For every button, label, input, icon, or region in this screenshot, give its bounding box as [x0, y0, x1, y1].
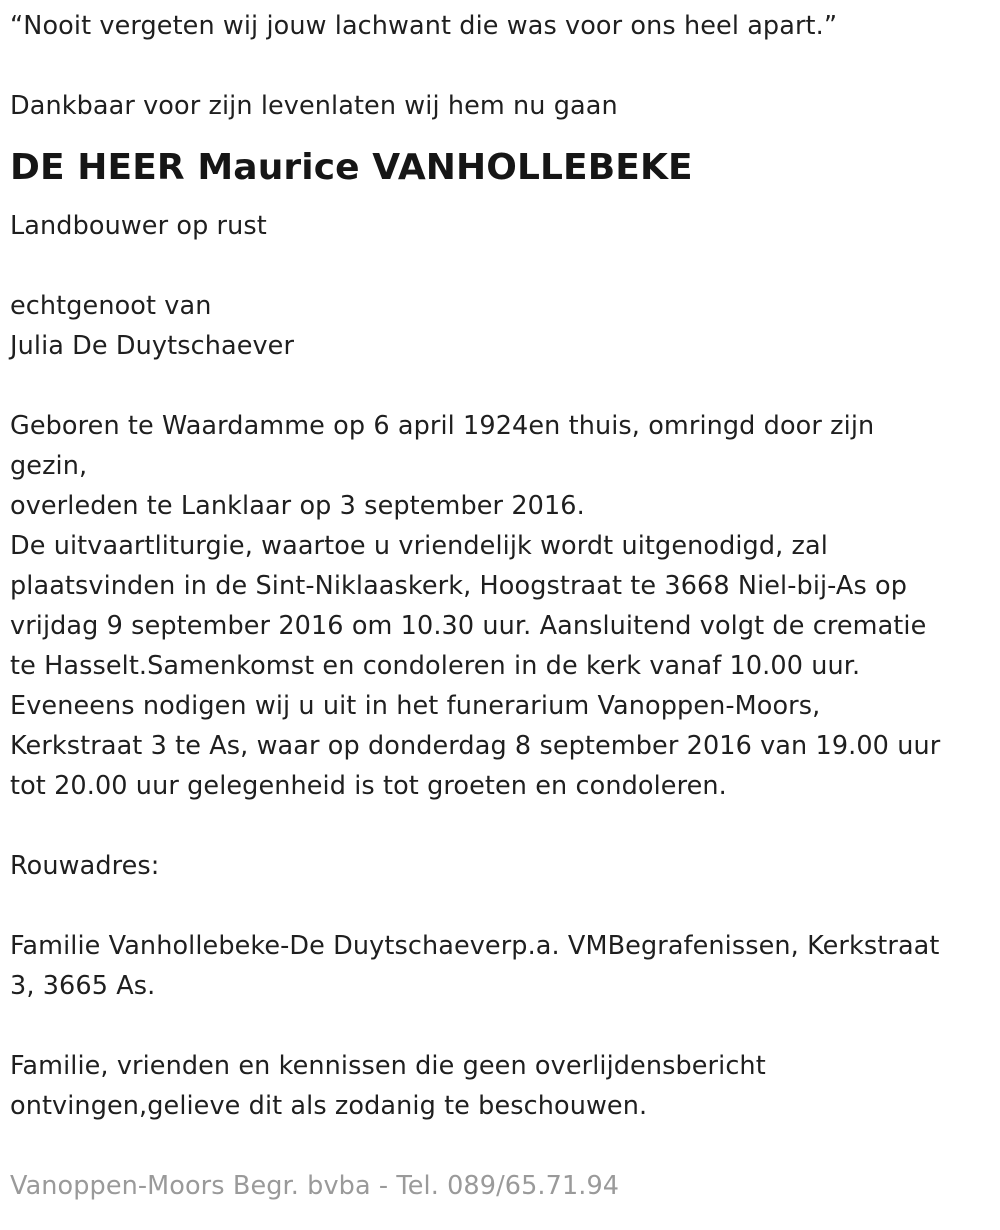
notice-line-2: ontvingen,gelieve dit als zodanig te beschouwen.: [10, 1091, 648, 1121]
gratitude-line: Dankbaar voor zijn levenlaten wij hem nu gaan: [10, 91, 618, 121]
liturgy-line-1: De uitvaartliturgie, waartoe u vriendelijk wordt uitgenodigd, zal: [10, 531, 828, 561]
notice-line-1: Familie, vrienden en kennissen die geen overlijdensbericht: [10, 1051, 766, 1081]
spacer: [10, 246, 985, 286]
address-line-2: 3, 3665 As.: [10, 971, 156, 1001]
liturgy-line-3: vrijdag 9 september 2016 om 10.30 uur. Aansluitend volgt de crematie: [10, 611, 927, 641]
obituary-document: [10, 6, 985, 1206]
spacer: [10, 46, 985, 86]
died-line: overleden te Lanklaar op 3 september 2016.: [10, 491, 585, 521]
address-label: Rouwadres:: [10, 851, 160, 881]
visit-line-2: Kerkstraat 3 te As, waar op donderdag 8 september 2016 van 19.00 uur: [10, 731, 941, 761]
liturgy-line-4: te Hasselt.Samenkomst en condoleren in de kerk vanaf 10.00 uur.: [10, 651, 861, 681]
deceased-name: DE HEER Maurice VANHOLLEBEKE: [10, 147, 693, 188]
funeral-home-footer: Vanoppen-Moors Begr. bvba - Tel. 089/65.71.94: [10, 1171, 620, 1201]
visit-line-1: Eveneens nodigen wij u uit in het funerarium Vanoppen-Moors,: [10, 691, 821, 721]
liturgy-line-2: plaatsvinden in de Sint-Niklaaskerk, Hoogstraat te 3668 Niel-bij-As op: [10, 571, 908, 601]
address-line-1: Familie Vanhollebeke-De Duytschaeverp.a. VMBegrafenissen, Kerkstraat: [10, 931, 940, 961]
spacer: [10, 806, 985, 846]
spacer: [10, 886, 985, 926]
spacer: [10, 366, 985, 406]
spacer: [10, 1006, 985, 1046]
deceased-occupation: Landbouwer op rust: [10, 211, 267, 241]
visit-line-3: tot 20.00 uur gelegenheid is tot groeten en condoleren.: [10, 771, 727, 801]
spacer: [10, 1126, 985, 1166]
memorial-quote: “Nooit vergeten wij jouw lachwant die was voor ons heel apart.”: [10, 11, 838, 41]
born-line-2: gezin,: [10, 451, 88, 481]
spouse-name: Julia De Duytschaever: [10, 331, 295, 361]
spouse-label: echtgenoot van: [10, 291, 212, 321]
born-line-1: Geboren te Waardamme op 6 april 1924en thuis, omringd door zijn: [10, 411, 875, 441]
